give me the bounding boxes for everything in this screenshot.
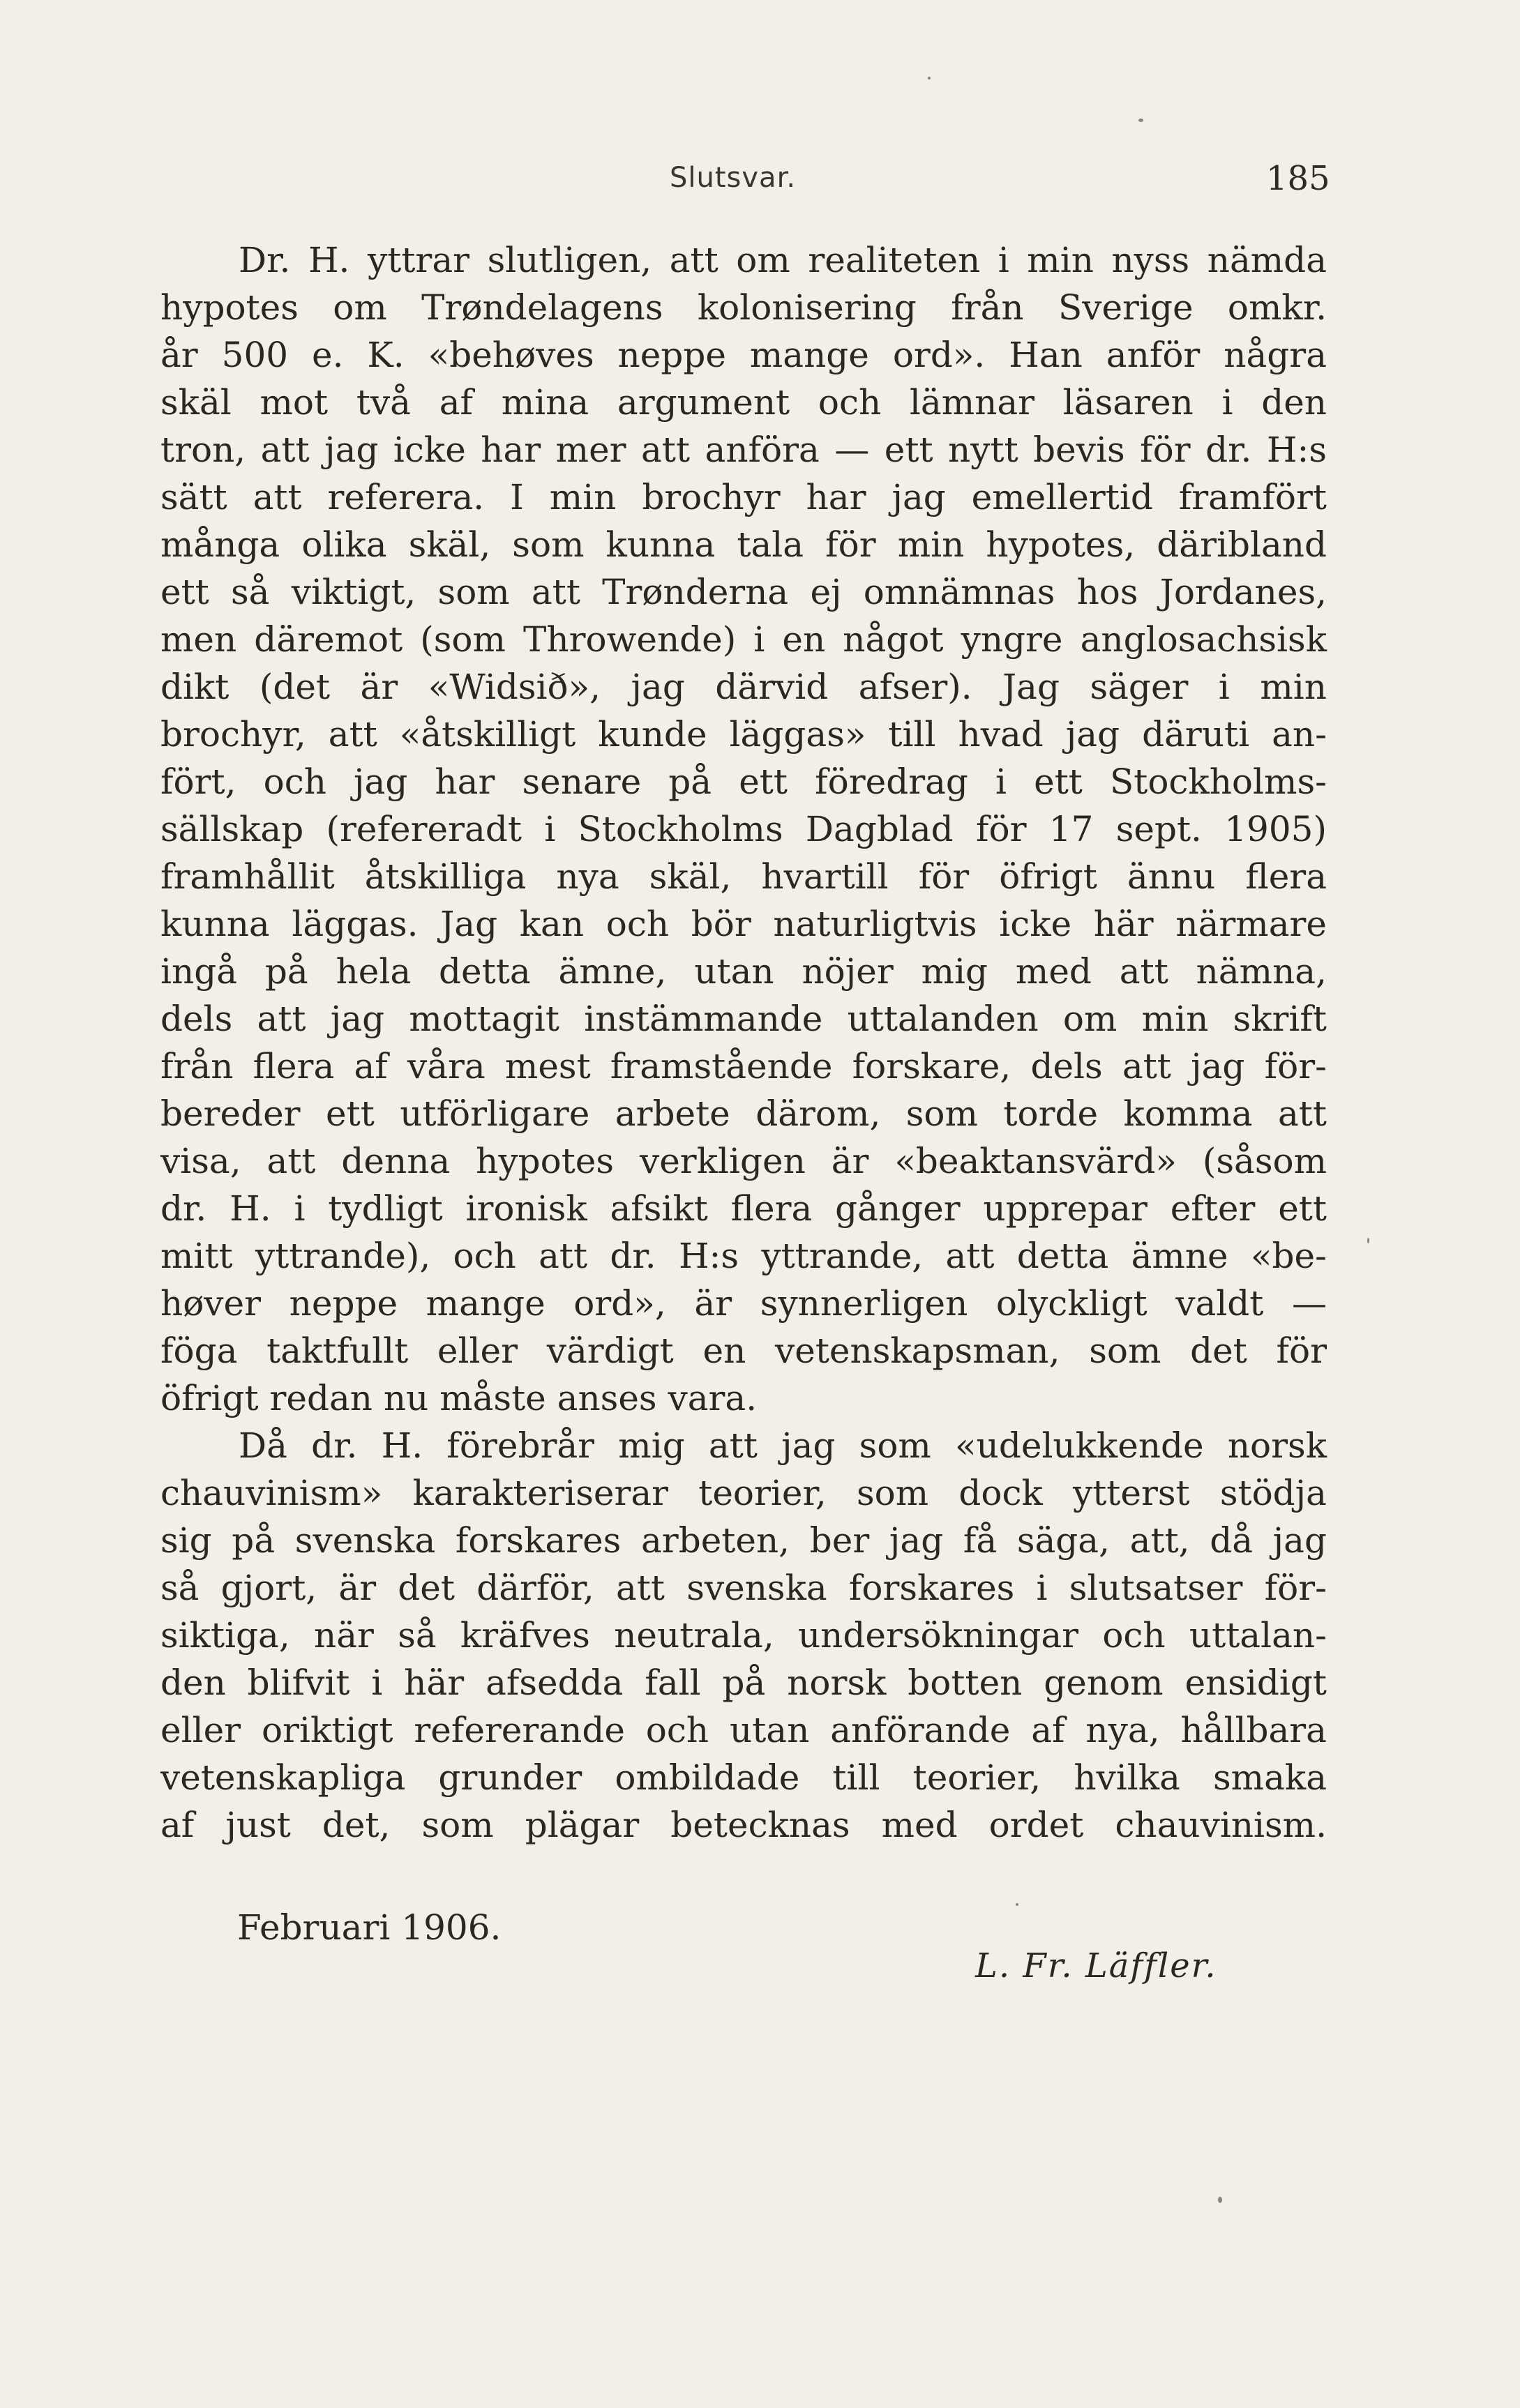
paper-speck: [1016, 1903, 1018, 1906]
text-line: kunna läggas. Jag kan och bör naturligtvis icke här närmare: [160, 904, 1327, 944]
text-line: mitt yttrande), och att dr. H:s yttrande, att detta ämne «be-: [160, 1236, 1327, 1276]
paper-speck: [1367, 1238, 1369, 1243]
page-number: 185: [1266, 159, 1330, 198]
text-line: tron, att jag icke har mer att anföra — ett nytt bevis för dr. H:s: [160, 430, 1327, 470]
text-line: den blifvit i här afsedda fall på norsk botten genom ensidigt: [160, 1663, 1327, 1703]
text-line: brochyr, att «åtskilligt kunde läggas» till hvad jag däruti an-: [160, 714, 1327, 755]
text-line: dr. H. i tydligt ironisk afsikt flera gånger upprepar efter ett: [160, 1188, 1327, 1229]
text-line: år 500 e. K. «behøves neppe mange ord». Han anför några: [160, 335, 1327, 375]
text-line: ingå på hela detta ämne, utan nöjer mig med att nämna,: [160, 951, 1327, 992]
text-line: sällskap (refereradt i Stockholms Dagblad för 17 sept. 1905): [160, 809, 1327, 849]
paragraph-1: [160, 236, 1327, 1422]
text-line: dikt (det är «Widsið», jag därvid afser). Jag säger i min: [160, 667, 1327, 707]
text-line: sätt att referera. I min brochyr har jag emellertid framfört: [160, 477, 1327, 517]
paper-speck: [928, 77, 931, 79]
text-line: sig på svenska forskares arbeten, ber jag få säga, att, då jag: [160, 1520, 1327, 1561]
text-line: bereder ett utförligare arbete därom, som torde komma att: [160, 1093, 1327, 1134]
text-line: fört, och jag har senare på ett föredrag i ett Stockholms-: [160, 762, 1327, 802]
text-line: af just det, som plägar betecknas med ordet chauvinism.: [160, 1805, 1327, 1845]
paper-speck: [1218, 2197, 1222, 2203]
text-line: ett så viktigt, som att Trønderna ej omnämnas hos Jordanes,: [160, 572, 1327, 612]
text-line: hypotes om Trøndelagens kolonisering från Sverige omkr.: [160, 287, 1327, 328]
text-line: siktiga, när så kräfves neutrala, undersökningar och uttalan-: [160, 1615, 1327, 1656]
text-line: eller oriktigt refererande och utan anförande af nya, hållbara: [160, 1710, 1327, 1750]
text-line: Då dr. H. förebrår mig att jag som «udelukkende norsk: [239, 1425, 1327, 1466]
body-text: [160, 236, 1327, 1849]
text-line: så gjort, är det därför, att svenska forskares i slutsatser för-: [160, 1568, 1327, 1608]
text-line: visa, att denna hypotes verkligen är «beaktansvärd» (såsom: [160, 1141, 1327, 1181]
text-line: skäl mot två af mina argument och lämnar läsaren i den: [160, 382, 1327, 423]
running-title: Slutsvar.: [670, 162, 797, 194]
text-line: Dr. H. yttrar slutligen, att om realiteten i min nyss nämda: [239, 240, 1327, 280]
text-line: vetenskapliga grunder ombildade till teorier, hvilka smaka: [160, 1757, 1327, 1798]
closing-date: Februari 1906.: [237, 1907, 502, 1948]
text-line: från flera af våra mest framstående forskare, dels att jag för-: [160, 1046, 1327, 1086]
paper-speck: [1138, 119, 1143, 122]
text-line: öfrigt redan nu måste anses vara.: [160, 1378, 758, 1418]
text-line: framhållit åtskilliga nya skäl, hvartill för öfrigt ännu flera: [160, 856, 1327, 897]
paragraph-2: [160, 1422, 1327, 1849]
text-line: föga taktfullt eller värdigt en vetenskapsman, som det för: [160, 1331, 1327, 1371]
text-line: men däremot (som Throwende) i en något yngre anglosachsisk: [160, 619, 1327, 660]
text-line: dels att jag mottagit instämmande uttalanden om min skrift: [160, 999, 1327, 1039]
text-line: chauvinism» karakteriserar teorier, som dock ytterst stödja: [160, 1473, 1327, 1513]
text-line: høver neppe mange ord», är synnerligen olyckligt valdt —: [160, 1283, 1327, 1324]
text-line: många olika skäl, som kunna tala för min hypotes, däribland: [160, 524, 1327, 565]
author-signature: L. Fr. Läffler.: [975, 1946, 1217, 1985]
